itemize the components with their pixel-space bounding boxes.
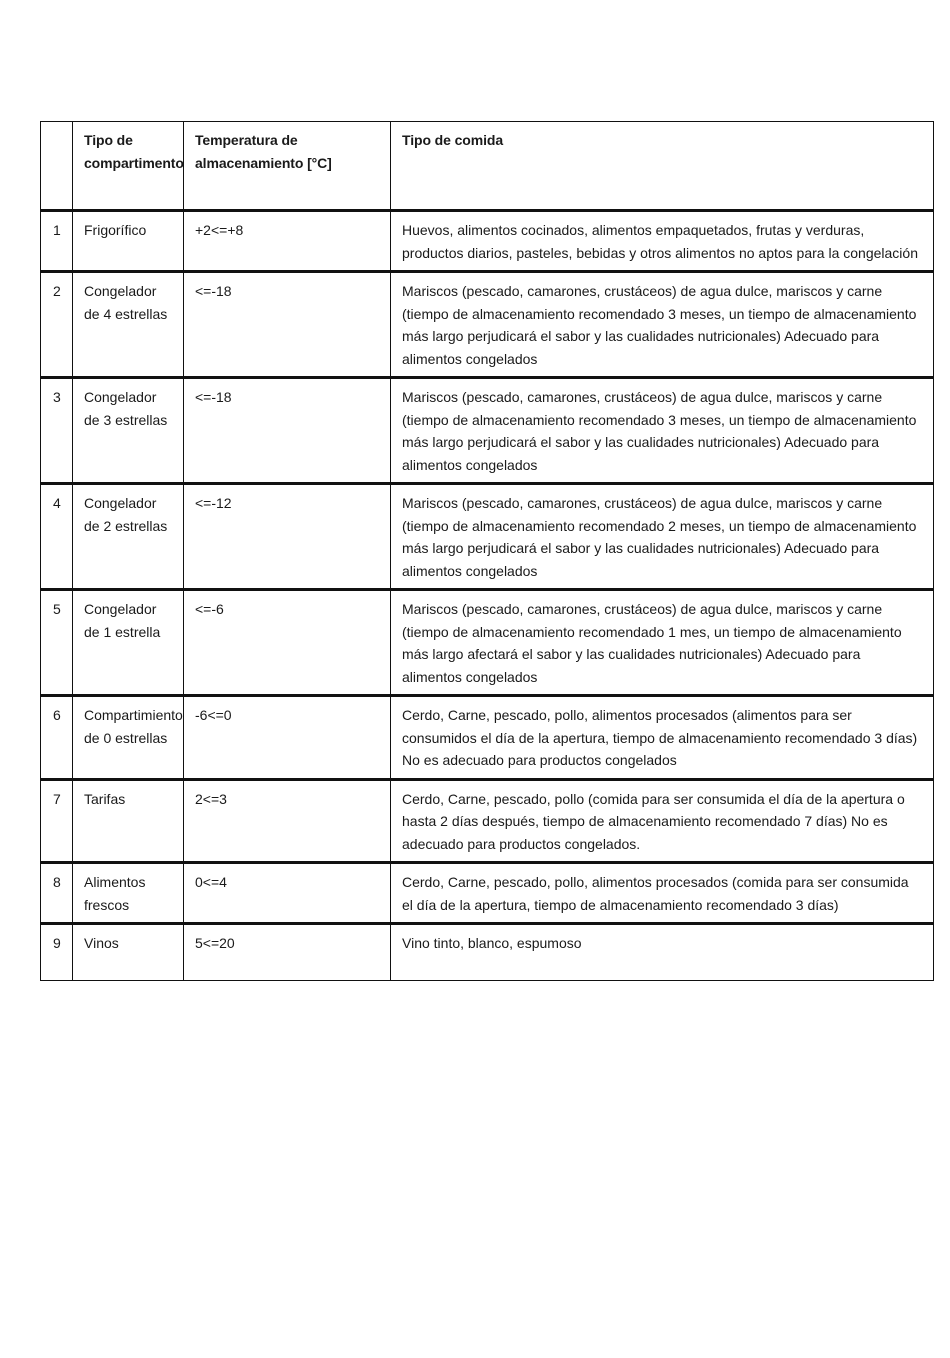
food-type: Mariscos (pescado, camarones, crustáceos) de agua dulce, mariscos y carne (tiempo de almacenamiento recomendado 2 meses, un tiempo de almacenamiento más largo perjudicará el sabor y las cualidades nutricionales) Adecuado para alimentos congelados <box>391 484 934 590</box>
food-type: Cerdo, Carne, pescado, pollo (comida para ser consumida el día de la apertura o hasta 2 días después, tiempo de almacenamiento recomendado 7 días) No es adecuado para productos congelados. <box>391 779 934 863</box>
header-num <box>41 122 73 211</box>
row-number: 6 <box>41 696 73 780</box>
row-number: 5 <box>41 590 73 696</box>
storage-table <box>40 121 934 981</box>
food-type: Mariscos (pescado, camarones, crustáceos) de agua dulce, mariscos y carne (tiempo de almacenamiento recomendado 3 meses, un tiempo de almacenamiento más largo perjudicará el sabor y las cualidades nutricionales) Adecuado para alimentos congelados <box>391 378 934 484</box>
row-number: 7 <box>41 779 73 863</box>
storage-temperature: <=-12 <box>184 484 391 590</box>
header-storage-temperature: Temperatura de almacenamiento [°C] <box>184 122 391 211</box>
table-row <box>41 484 934 590</box>
table-row <box>41 924 934 981</box>
food-type: Huevos, alimentos cocinados, alimentos empaquetados, frutas y verduras, productos diarios, pasteles, bebidas y otros alimentos no aptos para la congelación <box>391 211 934 272</box>
compartment-type: Frigorífico <box>73 211 184 272</box>
compartment-type: Vinos <box>73 924 184 981</box>
table-row <box>41 211 934 272</box>
food-type: Cerdo, Carne, pescado, pollo, alimentos procesados (alimentos para ser consumidos el día de la apertura, tiempo de almacenamiento recomendado 3 días) No es adecuado para productos congelados <box>391 696 934 780</box>
compartment-type: Tarifas <box>73 779 184 863</box>
storage-temperature: <=-18 <box>184 272 391 378</box>
storage-temperature: 0<=4 <box>184 863 391 924</box>
compartment-type: Congelador de 3 estrellas <box>73 378 184 484</box>
storage-temperature: <=-18 <box>184 378 391 484</box>
compartment-type: Congelador de 4 estrellas <box>73 272 184 378</box>
table-row <box>41 863 934 924</box>
row-number: 3 <box>41 378 73 484</box>
compartment-type: Congelador de 1 estrella <box>73 590 184 696</box>
table-row <box>41 779 934 863</box>
row-number: 9 <box>41 924 73 981</box>
table-row <box>41 696 934 780</box>
food-type: Cerdo, Carne, pescado, pollo, alimentos procesados (comida para ser consumida el día de la apertura, tiempo de almacenamiento recomendado 3 días) <box>391 863 934 924</box>
storage-temperature: 5<=20 <box>184 924 391 981</box>
table-row <box>41 378 934 484</box>
header-food-type: Tipo de comida <box>391 122 934 211</box>
food-type: Mariscos (pescado, camarones, crustáceos) de agua dulce, mariscos y carne (tiempo de almacenamiento recomendado 1 mes, un tiempo de almacenamiento más largo afectará el sabor y las cualidades nutricionales) Adecuado para alimentos congelados <box>391 590 934 696</box>
table-row <box>41 272 934 378</box>
compartment-type: Congelador de 2 estrellas <box>73 484 184 590</box>
storage-temperature: +2<=+8 <box>184 211 391 272</box>
row-number: 2 <box>41 272 73 378</box>
header-compartment-type: Tipo de compartimento <box>73 122 184 211</box>
table-header-row <box>41 122 934 211</box>
row-number: 1 <box>41 211 73 272</box>
compartment-type: Compartimiento de 0 estrellas <box>73 696 184 780</box>
food-type: Mariscos (pescado, camarones, crustáceos) de agua dulce, mariscos y carne (tiempo de almacenamiento recomendado 3 meses, un tiempo de almacenamiento más largo perjudicará el sabor y las cualidades nutricionales) Adecuado para alimentos congelados <box>391 272 934 378</box>
table-row <box>41 590 934 696</box>
compartment-type: Alimentos frescos <box>73 863 184 924</box>
storage-temperature: -6<=0 <box>184 696 391 780</box>
food-type: Vino tinto, blanco, espumoso <box>391 924 934 981</box>
storage-temperature: <=-6 <box>184 590 391 696</box>
row-number: 8 <box>41 863 73 924</box>
storage-temperature: 2<=3 <box>184 779 391 863</box>
row-number: 4 <box>41 484 73 590</box>
